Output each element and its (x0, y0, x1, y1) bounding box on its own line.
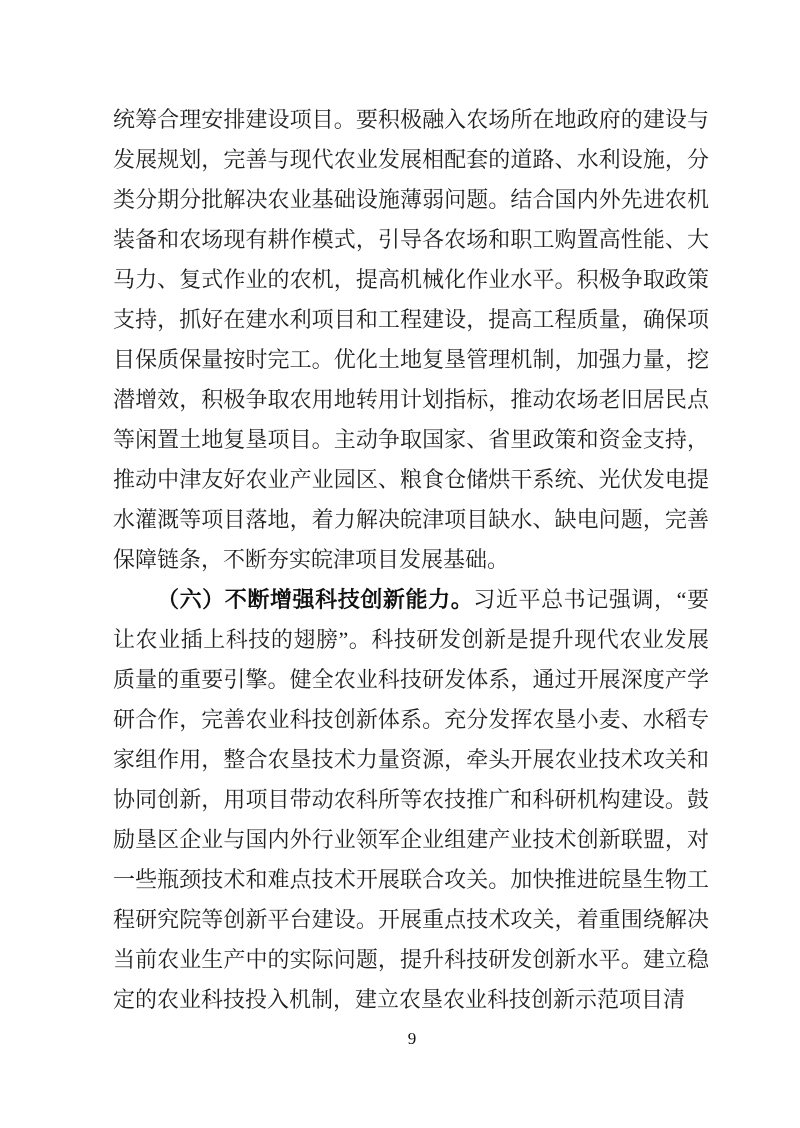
section-heading: （六）不断增强科技创新能力。 (157, 587, 474, 612)
page-footer (0, 1028, 800, 1050)
section-body-text: 习近平总书记强调，“要让农业插上科技的翅膀”。科技研发创新是提升现代农业发展质量的重要引擎。健全农业科技研发体系，通过开展深度产学研合作，完善农业科技创新体系。充分发挥农垦小麦、水稻专家组作用，整合农垦技术力量资源，牵头开展农业技术攻关和协同创新，用项目带动农科所等农技推广和科研机构建设。鼓励垦区企业与国内外行业领军企业组建产业技术创新联盟，对一些瓶颈技术和难点技术开展联合攻关。加快推进皖垦生物工程研究院等创新平台建设。开展重点技术攻关，着重围绕解决当前农业生产中的实际问题，提升科技研发创新水平。建立稳定的农业科技投入机制，建立农垦农业科技创新示范项目清 (113, 587, 709, 1012)
paragraph-continuation: 统筹合理安排建设项目。要积极融入农场所在地政府的建设与发展规划，完善与现代农业发展相配套的道路、水利设施，分类分期分批解决农业基础设施薄弱问题。结合国内外先进农机装备和农场现有耕作模式，引导各农场和职工购置高性能、大马力、复式作业的农机，提高机械化作业水平。积极争取政策支持，抓好在建水利项目和工程建设，提高工程质量，确保项目保质保量按时完工。优化土地复垦管理机制，加强力量，挖潜增效，积极争取农用地转用计划指标，推动农场老旧居民点等闲置土地复垦项目。主动争取国家、省里政策和资金支持，推动中津友好农业产业园区、粮食仓储烘干系统、光伏发电提水灌溉等项目落地，着力解决皖津项目缺水、缺电问题，完善保障链条，不断夯实皖津项目发展基础。 (113, 107, 709, 572)
page-number: 9 (407, 1029, 417, 1048)
document-body (113, 100, 709, 1020)
paragraph-section-6 (113, 580, 709, 1020)
